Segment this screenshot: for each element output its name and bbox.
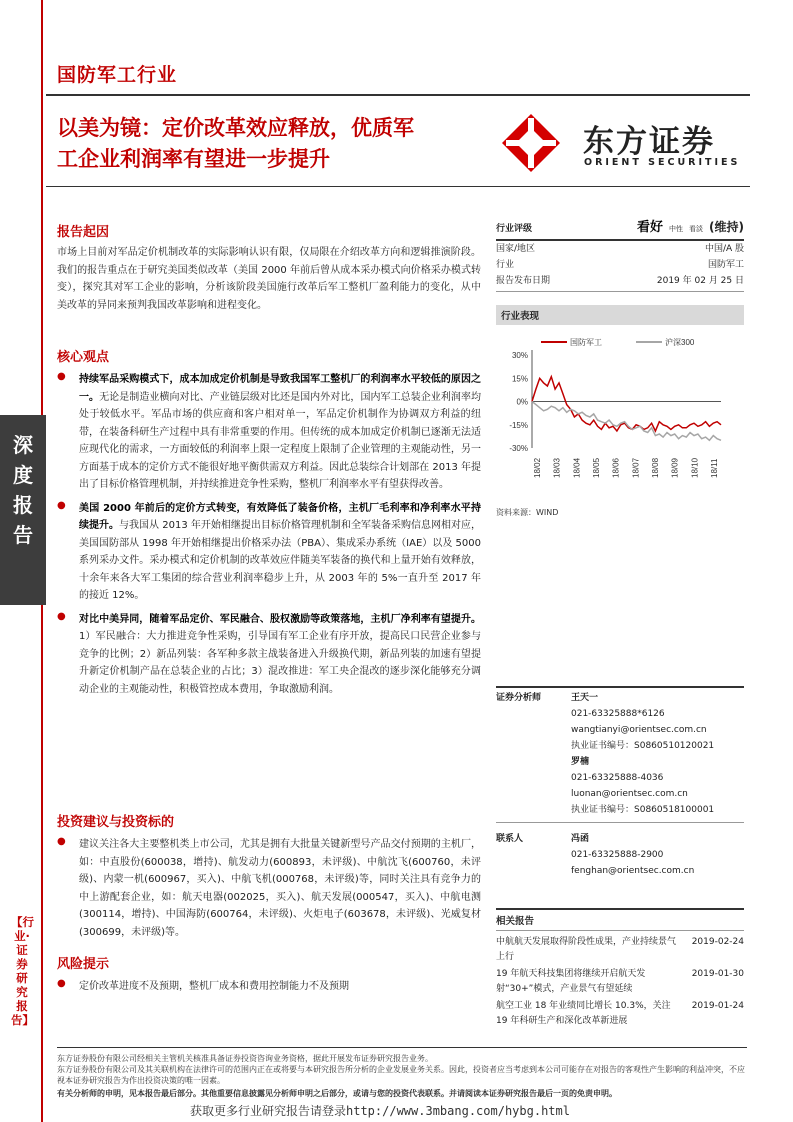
bullet-icon: ● (57, 610, 66, 622)
chart-y-tick: 30% (511, 351, 528, 360)
chart-x-tick: 18/09 (670, 457, 680, 478)
contact-email[interactable]: fenghan@orientsec.com.cn (571, 866, 695, 876)
report-headline: 以美为镜：定价改革效应释放，优质军 工企业利润率有望进一步提升 (57, 116, 414, 171)
chart-y-tick: -30% (509, 444, 528, 453)
core-point: ● 持续军品采购模式下，成本加成定价机制是导致我国军工整机厂的利润率水平较低的原因之一。无论是制造业横向对比、产业链层级对比还是国内外对比，国内军工总装企业利润率均处于较低水平。军品市场的供应商和客户相对单一，军品定价机制作为协调双方利益的纽带，在装备科研生产过程中具有非常重要的作用。但传统的成本加成定价机制已逐渐无法适应现代化的需求，一方面较低的利润率上限一定程度上限制了企业管理的主观能动性，另一方面基于成本的定价方式不能很好地平衡供需双方利益。因此总装综合计划部在 2013 年提出了目标价格管理机制，并持续推进竞争性采购，整机厂利润率水平有望获得改善。 (57, 371, 481, 494)
chart-x-tick: 18/04 (572, 457, 582, 478)
analyst-email[interactable]: luonan@orientsec.com.cn (571, 789, 688, 799)
bullet-icon: ● (57, 978, 66, 989)
chart-box-title: 行业表现 (496, 305, 744, 325)
risk-heading: 风险提示 (57, 957, 110, 972)
related-item[interactable]: 中航航天发展取得阶段性成果，产业持续景气上行 2019-02-24 (496, 937, 744, 962)
rating-detail-row: 行业 国防军工 (496, 260, 744, 270)
invest-point: ● 建议关注各大主要整机类上市公司，尤其是拥有大批量关键新型号产品交付预期的主机厂，如：中直股份(600038，增持)、航发动力(600893，未评级)、中航沈飞(600760，未评级)、内蒙一机(600967，买入)、中航飞机(000768，未评级)等，同时关注具有竞争力的中上游配套企业，如：航天电器(002025，买入)、航天发展(000547，买入)、中航电测(300114，增持)、中国海防(600764，未评级)、火炬电子(603678，未评级)、光威复材(300699，未评级)等。 (57, 836, 481, 941)
origin-text: 市场上目前对军品定价机制改革的实际影响认识有限，仅局限在介绍改革方向和逻辑推演阶段。我们的报告重点在于研究美国类似改革（美国 2000 年前后曾从成本采办模式向价格采办模式转变），探究其对军工企业的影响，分析该阶段美国施行改革后军工整机厂盈利能力的变化，从中美改革的异同来预判我国改革影响和进程变化。 (57, 247, 481, 311)
disclaimer: 东方证券股份有限公司经相关主管机关核准具备证券投资咨询业务资格，据此开展发布证券研究报告业务。 东方证券股份有限公司及其关联机构在法律许可的范围内正在或将要与本研究报告所分析的企业发展业务关系。因此，投资者应当考虑到本公司可能存在对报告的客观性产生影响的利益冲突，不应视本证券研究报告为作出投资决策的唯一因素。 有关分析师的申明，见本报告最后部分。其他重要信息披露见分析师申明之后部分，或请与您的投资代表联系。并请阅读本证券研究报告最后一页的免责申明。 (57, 1054, 745, 1098)
industry-performance-chart (496, 330, 744, 505)
company-logo (500, 112, 562, 178)
risk-point: ● 定价改革进度不及预期，整机厂成本和费用控制能力不及预期 (57, 978, 481, 996)
related-title: 相关报告 (496, 916, 535, 927)
bullet-icon: ● (57, 371, 66, 382)
logo-mark-icon (500, 112, 562, 174)
related-item[interactable]: 航空工业 18 年业绩同比增长 10.3%，关注 19 年科研生产和深化改革新进展 2019-01-24 (496, 1001, 744, 1026)
sector-title: 国防军工行业 (57, 64, 178, 86)
chart-x-tick: 18/06 (611, 457, 621, 478)
analyst-name: 罗楠 (571, 757, 590, 767)
related-item[interactable]: 19 年航天科技集团将继续开启航天发射“30+”模式，产业景气有望延续 2019-01-30 (496, 969, 744, 994)
chart-series-line (532, 402, 721, 441)
bullet-icon: ● (57, 499, 66, 511)
core-point: ● 对比中美异同，随着军品定价、军民融合、股权激励等政策落地，主机厂净利率有望提升。1）军民融合：大力推进竞争性采购，引导国有军工企业有序开放，提高民口民营企业参与竞争的比例；2）新品列装：各军种多款主战装备进入升级换代期，新品列装的加速有望提升新定价机制产品在总装企业的占比；3）混改推进：军工央企混改的逐步深化能够充分调动企业的主观能动性，积极管控成本费用，争取激励利润。 (57, 611, 481, 699)
report-type-label: 深 度 报 告 (13, 433, 33, 547)
chart-y-tick: 15% (511, 374, 528, 384)
invest-heading: 投资建议与投资标的 (57, 815, 175, 830)
bullet-icon: ● (57, 836, 66, 847)
analyst-list: 王天一 021-63325888*6126 wangtianyi@orientsec.com.cn 执业证书编号：S0860510120021 罗楠 021-63325888-4036 luonan@orientsec.com.cn 执业证书编号：S0860518100001 (571, 690, 714, 818)
rating-detail-row: 报告发布日期 2019 年 02 月 25 日 (496, 276, 744, 286)
header-divider (46, 186, 750, 187)
logo-name-cn: 东方证券 (583, 124, 715, 160)
rating-row: 行业评级 看好 中性 看淡 (维持) (496, 216, 744, 235)
analyst-block (496, 686, 744, 879)
report-category-tag: 【行业·证券研究报告】 (11, 915, 34, 1027)
core-heading: 核心观点 (57, 350, 110, 365)
chart-x-tick: 18/05 (592, 457, 601, 478)
contact-label: 联系人 (496, 834, 524, 844)
rating-detail-row: 国家/地区 中国/A 股 (496, 244, 744, 254)
analyst-name: 王天一 (571, 693, 599, 703)
related-reports (496, 908, 744, 1028)
chart-legend-label: 沪深300 (665, 338, 695, 347)
analyst-label: 证券分析师 (496, 693, 542, 703)
chart-x-tick: 18/03 (552, 457, 562, 478)
watermark-link[interactable]: 获取更多行业研究报告请登录http://www.3mbang.com/hybg.html (190, 1104, 570, 1118)
analyst-email[interactable]: wangtianyi@orientsec.com.cn (571, 725, 707, 735)
chart-y-tick: 0% (516, 397, 528, 407)
core-points (57, 371, 481, 698)
top-divider (46, 94, 750, 96)
logo-name-en: ORIENT SECURITIES (584, 157, 741, 168)
core-point: ● 美国 2000 年前后的定价方式转变，有效降低了装备价格，主机厂毛利率和净利率水平持续提升。与我国从 2013 年开始相继提出目标价格管理机制和全军装备采购信息网相对应，美国国防部从 1998 年开始相继提出价格采办法（PBA）、集成采办系统（IAE）以及 5000 系列采办文件。采办模式和定价机制的改革效应伴随美军装备的换代和上量开始有效释放，十余年来各大军工集团的综合营业利润率稳步上升，从 2003 年的 5%一直升至 2017 年的接近 12%。 (57, 500, 481, 605)
chart-x-tick: 18/10 (690, 457, 700, 478)
footer-divider (57, 1047, 747, 1048)
chart-x-tick: 18/11 (710, 458, 719, 478)
chart-y-tick: -15% (509, 420, 528, 430)
contact-info: 冯函 021-63325888-2900 fenghan@orientsec.com.cn (571, 831, 694, 879)
chart-legend-label: 国防军工 (570, 338, 602, 347)
rating-block (496, 216, 744, 292)
chart-x-tick: 18/02 (533, 457, 542, 478)
origin-heading: 报告起因 (57, 225, 110, 240)
rating-value: 看好 (637, 220, 664, 235)
chart-x-tick: 18/08 (651, 457, 660, 478)
chart-source: 资料来源：WIND (496, 508, 559, 517)
chart-x-tick: 18/07 (631, 457, 641, 478)
